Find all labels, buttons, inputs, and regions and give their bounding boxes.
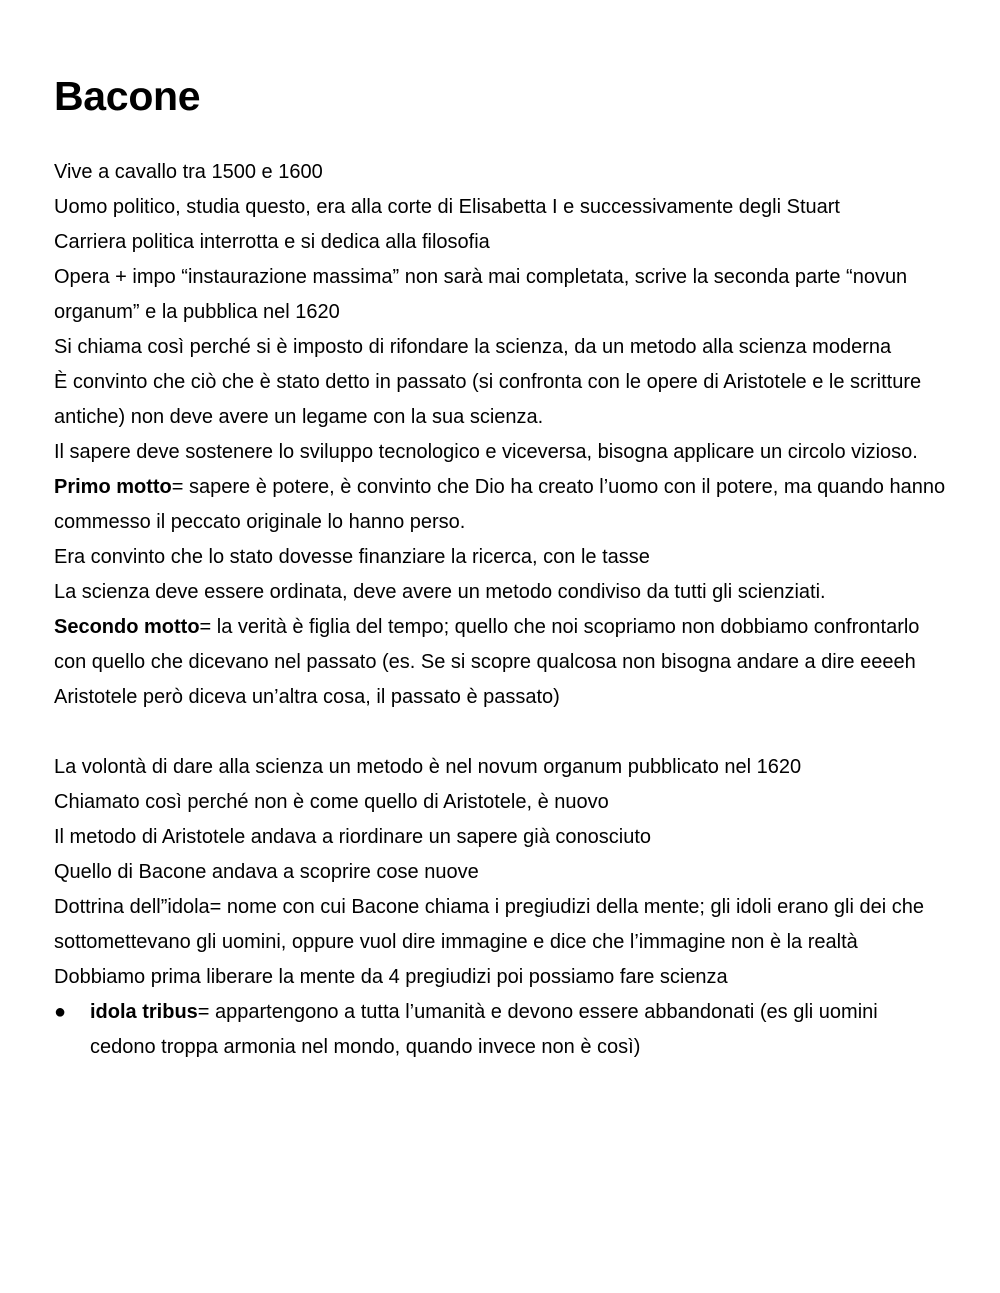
bullet-label: idola tribus <box>90 1001 198 1023</box>
bullet-text: = appartengono a tutta l’umanità e devono essere abbandonati (es gli uomini cedono troppa armonia nel mondo, quando invece non è così) <box>90 1001 878 1058</box>
paragraph: Il metodo di Aristotele andava a riordinare un sapere già conosciuto <box>54 826 652 848</box>
paragraph: La scienza deve essere ordinata, deve avere un metodo condiviso da tutti gli scienziati. <box>54 581 826 603</box>
motto-text: = la verità è figlia del tempo; quello che noi scopriamo non dobbiamo confrontarlo con quello che dicevano nel passato (es. Se si scopre qualcosa non bisogna andare a dire eeeeh Aristotele però diceva un’altra cosa, il passato è passato) <box>54 616 920 708</box>
paragraph: Vive a cavallo tra 1500 e 1600 <box>54 161 323 183</box>
document-body <box>54 155 954 1065</box>
bullet-list <box>54 995 954 1065</box>
paragraph: È convinto che ciò che è stato detto in passato (si confronta con le opere di Aristotele e le scritture antiche) non deve avere un legame con la sua scienza. <box>54 371 922 428</box>
bullet-icon: ● <box>54 1001 67 1023</box>
blank-line <box>54 715 954 750</box>
paragraph: Opera + impo “instaurazione massima” non sarà mai completata, scrive la seconda parte “novun organum” e la pubblica nel 1620 <box>54 266 908 323</box>
motto-text: = sapere è potere, è convinto che Dio ha creato l’uomo con il potere, ma quando hanno commesso il peccato originale lo hanno perso. <box>54 476 946 533</box>
paragraph: Dottrina dell”idola= nome con cui Bacone chiama i pregiudizi della mente; gli idoli erano gli dei che sottomettevano gli uomini, oppure vuol dire immagine e dice che l’immagine non è la realtà <box>54 896 924 953</box>
motto-paragraph-2 <box>54 610 954 715</box>
paragraph: Carriera politica interrotta e si dedica alla filosofia <box>54 231 490 253</box>
paragraph: Il sapere deve sostenere lo sviluppo tecnologico e viceversa, bisogna applicare un circolo vizioso. <box>54 441 918 463</box>
paragraph: Dobbiamo prima liberare la mente da 4 pregiudizi poi possiamo fare scienza <box>54 966 728 988</box>
motto-paragraph-1 <box>54 470 954 540</box>
paragraph: Quello di Bacone andava a scoprire cose nuove <box>54 861 479 883</box>
paragraph: Uomo politico, studia questo, era alla corte di Elisabetta I e successivamente degli Stuart <box>54 196 840 218</box>
list-item <box>54 995 945 1065</box>
paragraph: Era convinto che lo stato dovesse finanziare la ricerca, con le tasse <box>54 546 650 568</box>
paragraph: Chiamato così perché non è come quello di Aristotele, è nuovo <box>54 791 609 813</box>
page-title: Bacone <box>54 73 201 119</box>
motto-label: Primo motto <box>54 476 172 498</box>
paragraph: La volontà di dare alla scienza un metodo è nel novum organum pubblicato nel 1620 <box>54 756 802 778</box>
motto-label: Secondo motto <box>54 616 200 638</box>
paragraph: Si chiama così perché si è imposto di rifondare la scienza, da un metodo alla scienza moderna <box>54 336 892 358</box>
